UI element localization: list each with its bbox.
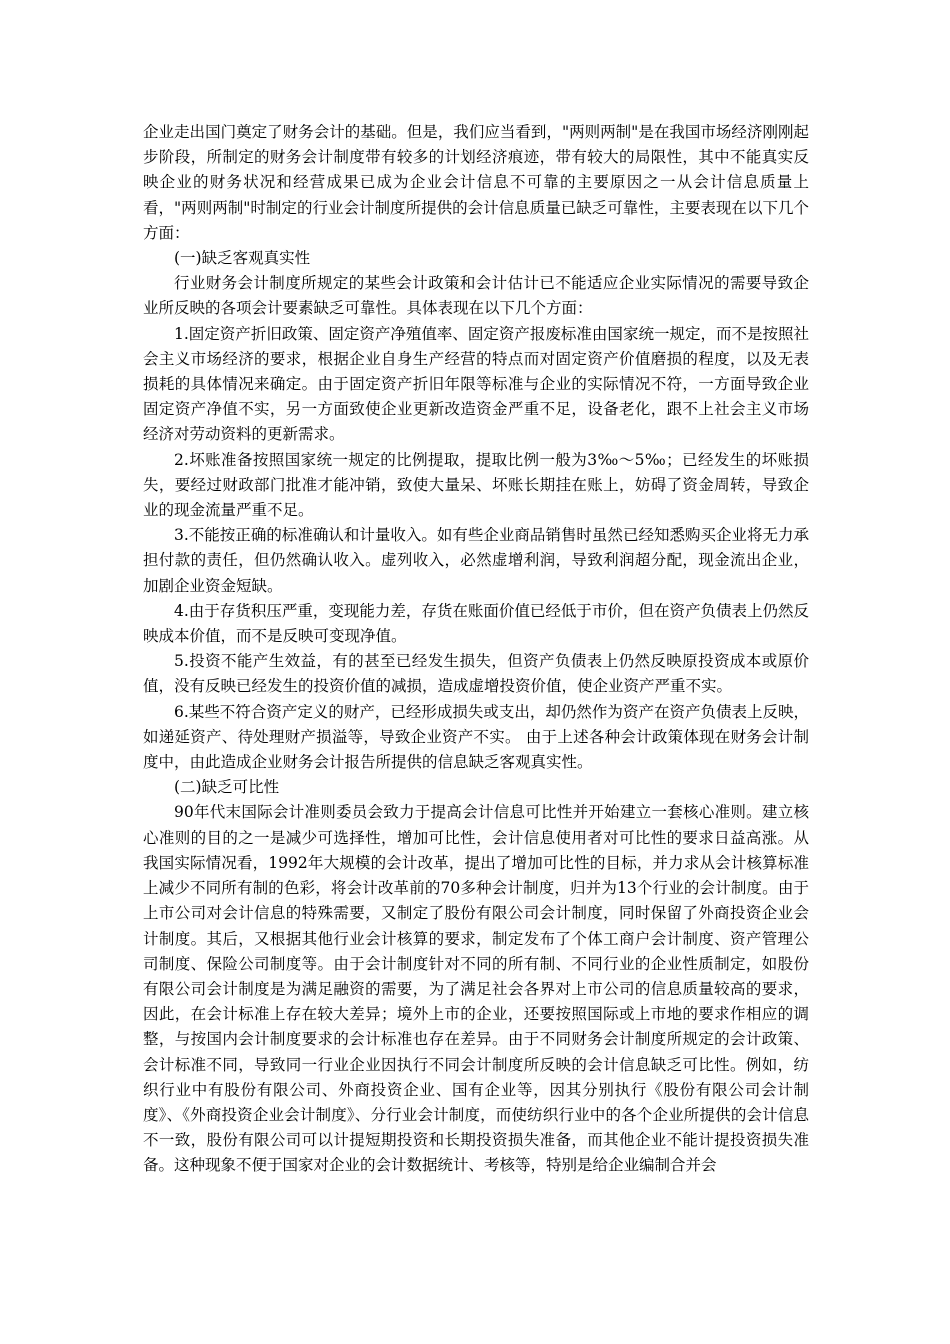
paragraph-objectivity-summary: 行业财务会计制度所规定的某些会计政策和会计估计已不能适应企业实际情况的需要导致企业所反映的各项会计要素缺乏可靠性。具体表现在以下几个方面： — [143, 274, 809, 318]
list-item-4-inventory: 4.由于存货积压严重，变现能力差，存货在账面价值已经低于市价，但在资产负债表上仍然反映成本价值，而不是反映可变现净值。 — [143, 601, 809, 646]
list-item-5-investment: 5.投资不能产生效益，有的甚至已经发生损失，但资产负债表上仍然反映原投资成本或原价值，没有反映已经发生的投资价值的减损，造成虚增投资价值，使企业资产严重不实。 — [143, 652, 809, 696]
paragraph-intro: 企业走出国门奠定了财务会计的基础。但是，我们应当看到，"两则两制"是在我国市场经济刚刚起步阶段，所制定的财务会计制度带有较多的计划经济痕迹，带有较大的局限性，其中不能真实反映企业的财务状况和经营成果已成为企业会计信息不可靠的主要原因之一从会计信息质量上看，"两则两制"时制定的行业会计制度所提供的会计信息质量已缺乏可靠性，主要表现在以下几个方面： — [143, 123, 809, 242]
heading-lack-comparability: (二)缺乏可比性 — [174, 778, 280, 797]
list-item-2-bad-debt: 2.坏账准备按照国家统一规定的比例提取，提取比例一般为3‰～5‰；已经发生的坏账损失，要经过财政部门批准才能冲销，致使大量呆、坏账长期挂在账上，妨碍了资金周转，导致企业的现金流量严重不足。 — [143, 450, 809, 520]
document-body — [143, 120, 809, 1179]
list-item-6-assets: 6.某些不符合资产定义的财产，已经形成损失或支出，却仍然作为资产在资产负债表上反映，如递延资产、待处理财产损溢等，导致企业资产不实。 由于上述各种会计政策体现在财务会计制度中，由此造成企业财务会计报告所提供的信息缺乏客观真实性。 — [143, 702, 809, 772]
list-item-1-fixed-assets: 1.固定资产折旧政策、固定资产净殖值率、固定资产报废标准由国家统一规定，而不是按照社会主义市场经济的要求，根据企业自身生产经营的特点而对固定资产价值磨损的程度，以及无表损耗的具体情况来确定。由于固定资产折旧年限等标准与企业的实际情况不符，一方面导致企业固定资产净值不实，另一方面致使企业更新改造资金严重不足，设备老化，跟不上社会主义市场经济对劳动资料的更新需求。 — [143, 324, 809, 444]
heading-lack-objectivity: (一)缺乏客观真实性 — [174, 249, 311, 268]
paragraph-comparability: 90年代末国际会计准则委员会致力于提高会计信息可比性并开始建立一套核心准则。建立核心准则的目的之一是减少可选择性，增加可比性，会计信息使用者对可比性的要求日益高涨。从我国实际情况看，1992年大规模的会计改革，提出了增加可比性的目标，并力求从会计核算标准上减少不同所有制的色彩，将会计改革前的70多种会计制度，归并为13个行业的会计制度。由于上市公司对会计信息的特殊需要，又制定了股份有限公司会计制度，同时保留了外商投资企业会计制度。其后，又根据其他行业会计核算的要求，制定发布了个体工商户会计制度、资产管理公司制度、保险公司制度等。由于会计制度针对不同的所有制、不同行业的企业性质制定，如股份有限公司会计制度是为满足融资的需要，为了满足社会各界对上市公司的信息质量较高的要求，因此，在会计标准上存在较大差异；境外上市的企业，还要按照国际或上市地的要求作相应的调整，与按国内会计制度要求的会计标准也存在差异。由于不同财务会计制度所规定的会计政策、会计标准不同，导致同一行业企业因执行不同会计制度所反映的会计信息缺乏可比性。例如，纺织行业中有股份有限公司、外商投资企业、国有企业等，因其分别执行《股份有限公司会计制度》、《外商投资企业会计制度》、分行业会计制度，而使纺织行业中的各个企业所提供的会计信息不一致，股份有限公司可以计提短期投资和长期投资损失准备，而其他企业不能计提投资损失准备。这种现象不便于国家对企业的会计数据统计、考核等，特别是给企业编制合并会 — [143, 803, 809, 1175]
list-item-3-revenue: 3.不能按正确的标准确认和计量收入。如有些企业商品销售时虽然已经知悉购买企业将无力承担付款的责任，但仍然确认收入。虚列收入，必然虚增利润，导致利润超分配，现金流出企业，加剧企业资金短缺。 — [143, 526, 809, 595]
